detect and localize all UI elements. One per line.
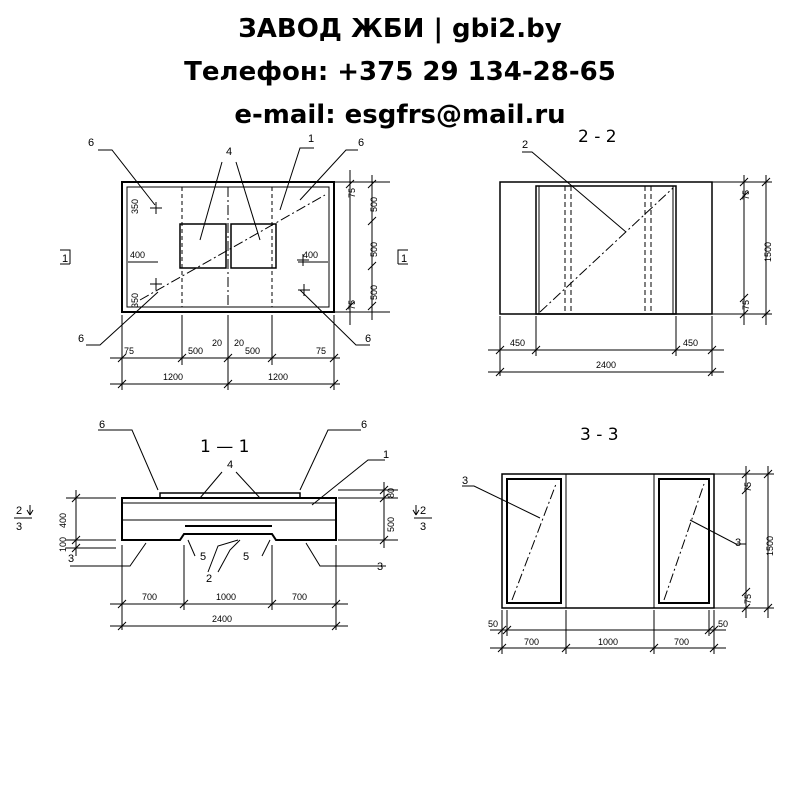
section-1-1-mark-2: 2: [16, 505, 23, 517]
plan-callout-4: 4: [226, 146, 233, 158]
section-2-2-leader: [522, 152, 626, 232]
plan-dim-75: 75: [316, 346, 327, 356]
section-3-3-title: 3 - 3: [580, 425, 619, 445]
section-3-3-callout-3: 3: [735, 537, 742, 549]
section-1-1-mark-2: 2: [420, 505, 427, 517]
plan-dim-1200: 1200: [268, 372, 289, 382]
plan-section-label-left: 1: [62, 253, 69, 265]
plan-callout-6: 6: [78, 333, 85, 345]
plan-dim-75: 75: [124, 346, 135, 356]
plan-leader: [236, 162, 260, 240]
section-1-1-callout-5: 5: [200, 551, 207, 563]
section-2-2-callout: 2: [522, 139, 529, 151]
section-2-2-dim-2400: 2400: [596, 360, 617, 370]
section-2-2-diagonal: [540, 188, 673, 312]
section-2-2-outline: [500, 182, 712, 314]
plan-section-label-right: 1: [401, 253, 408, 265]
plan-callout-6: 6: [365, 333, 372, 345]
section-1-1-body: [122, 498, 336, 540]
section-1-1-leader: [306, 543, 386, 566]
section-3-3-dim-1500: 1500: [765, 535, 775, 556]
plan-dim-400: 400: [303, 250, 319, 260]
section-1-1-dim-100: 100: [58, 536, 68, 552]
plan-view: [60, 148, 408, 390]
section-1-1-callout-6: 6: [361, 419, 368, 431]
section-2-2: [488, 152, 772, 376]
plan-callout-1: 1: [308, 133, 315, 145]
section-1-1-dim-1000: 1000: [216, 592, 237, 602]
header-phone-line: Телефон: +375 29 134-28-65: [184, 57, 616, 87]
section-3-3-dim-75: 75: [743, 481, 753, 492]
section-1-1-callout-6: 6: [99, 419, 106, 431]
section-1-1-dim-500: 500: [386, 516, 396, 532]
plan-leader: [200, 162, 222, 240]
section-3-3-dim-50: 50: [718, 619, 729, 629]
plan-ext-lines: [122, 315, 334, 390]
section-3-3-diagonal: [664, 484, 704, 600]
section-3-3-dim-75: 75: [743, 593, 753, 604]
section-1-1-leader: [236, 472, 260, 498]
section-3-3-outline: [502, 474, 714, 608]
section-1-1-leader: [200, 472, 222, 498]
section-1-1-leader: [262, 540, 270, 556]
section-1-1-dim-700: 700: [142, 592, 158, 602]
plan-dim-75: 75: [347, 187, 357, 198]
plan-opening-right: [231, 224, 276, 268]
plan-mark: [150, 202, 162, 214]
section-2-2-dashed: [565, 186, 651, 314]
plan-dim-500: 500: [369, 284, 379, 300]
plan-dim-400: 400: [130, 250, 146, 260]
section-1-1-callout-3: 3: [377, 561, 384, 573]
section-1-1-leader: [70, 543, 146, 566]
section-3-3-leader: [462, 486, 540, 518]
section-1-1-mark-3: 3: [420, 521, 427, 533]
plan-dim-500: 500: [245, 346, 261, 356]
section-1-1-callout-4: 4: [227, 459, 234, 471]
section-1-1-leader: [208, 540, 238, 572]
section-2-2-dim-1500: 1500: [763, 241, 773, 262]
section-2-2-dim-75: 75: [741, 189, 751, 200]
section-1-1-leader: [98, 430, 158, 490]
section-1-1-ext-lines: [66, 498, 116, 548]
section-1-1-title: 1 — 1: [200, 437, 250, 457]
section-3-3-dim-50: 50: [488, 619, 499, 629]
section-1-1-leader: [188, 540, 195, 556]
section-3-3-diagonal: [512, 484, 556, 600]
section-3-3-callout-3: 3: [462, 475, 469, 487]
section-2-2-dim-450: 450: [683, 338, 699, 348]
section-3-3-ext-lines: [502, 610, 714, 654]
plan-callout-6: 6: [88, 137, 95, 149]
section-2-2-title: 2 - 2: [578, 127, 617, 147]
section-1-1-dim-80: 80: [386, 487, 396, 498]
plan-leader: [280, 148, 314, 210]
section-2-2-dim-450: 450: [510, 338, 526, 348]
plan-diagonal: [140, 195, 325, 300]
section-1-1-callout-3: 3: [68, 553, 75, 565]
plan-dim-1200: 1200: [163, 372, 184, 382]
plan-callout-6: 6: [358, 137, 365, 149]
plan-dim-500: 500: [369, 196, 379, 212]
section-3-3-dim-1000: 1000: [598, 637, 619, 647]
plan-dim-350: 350: [130, 198, 140, 214]
section-1-1-dim-2400: 2400: [212, 614, 233, 624]
plan-dim-500: 500: [188, 346, 204, 356]
header-email-line: e-mail: esgfrs@mail.ru: [234, 100, 566, 130]
section-2-2-dim-75: 75: [741, 299, 751, 310]
section-1-1-callout-2: 2: [206, 573, 213, 585]
section-3-3-dim-700: 700: [524, 637, 540, 647]
section-1-1-leader: [300, 430, 361, 490]
header-company-line: ЗАВОД ЖБИ | gbi2.by: [238, 14, 562, 44]
section-1-1-mark-3: 3: [16, 521, 23, 533]
section-1-1-callout-1: 1: [383, 449, 390, 461]
section-1-1-callout-5: 5: [243, 551, 250, 563]
plan-dim-350: 350: [130, 292, 140, 308]
plan-dim-500: 500: [369, 241, 379, 257]
plan-dim-20: 20: [212, 338, 223, 348]
plan-dim-20: 20: [234, 338, 245, 348]
section-3-3-dim-700: 700: [674, 637, 690, 647]
plan-dim-75: 75: [347, 299, 357, 310]
section-1-1-dim-700: 700: [292, 592, 308, 602]
section-1-1-dim-400: 400: [58, 512, 68, 528]
